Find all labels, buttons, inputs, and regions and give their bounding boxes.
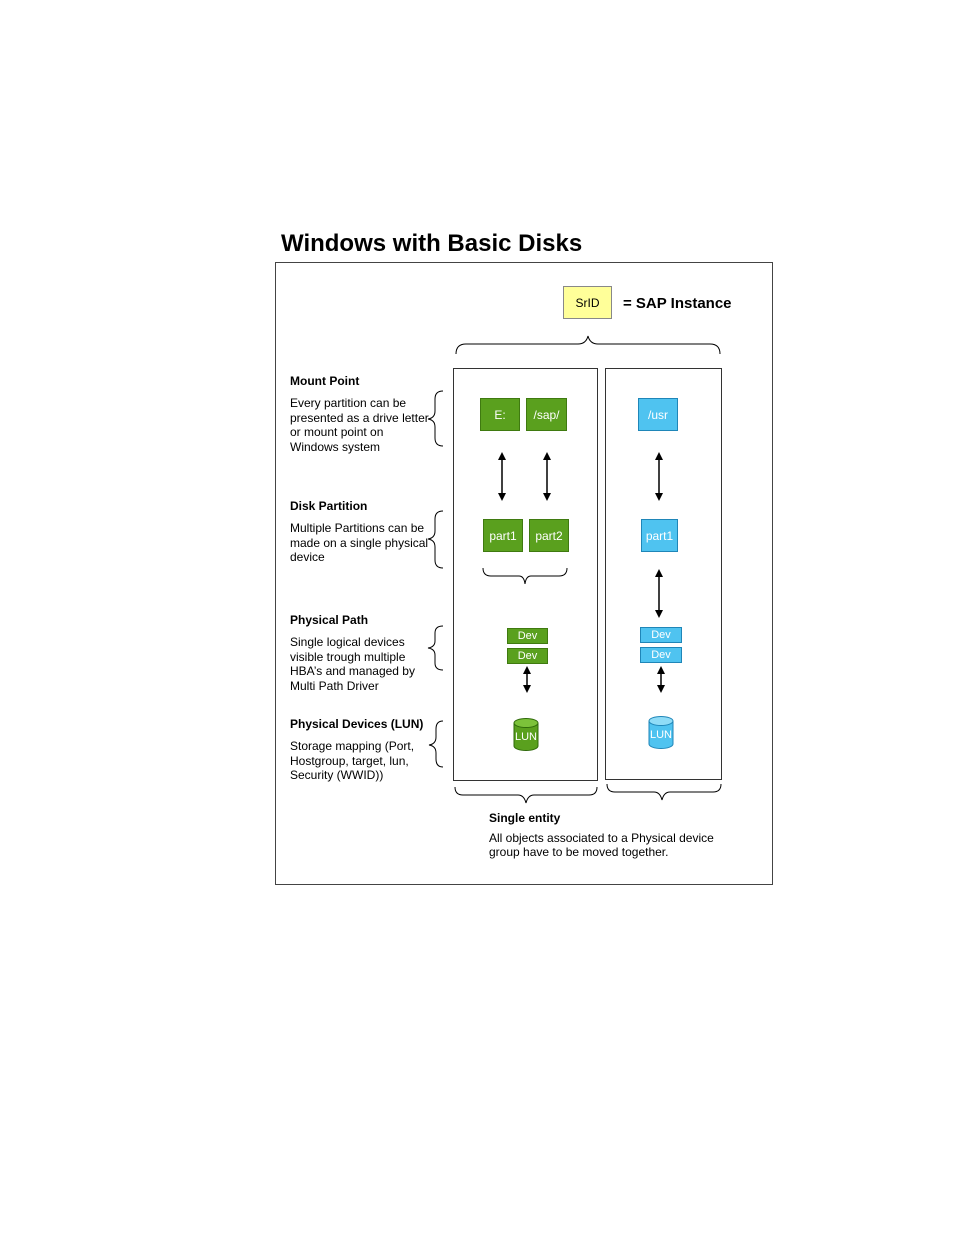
section-desc-disk-partition: Multiple Partitions can be made on a single physical device [290, 521, 429, 565]
section-desc-physical-path: Single logical devices visible trough multiple HBA’s and managed by Multi Path Driver [290, 635, 415, 693]
top-brace [456, 336, 720, 354]
dev-path-box: Dev [640, 627, 682, 643]
section-heading-physical-path: Physical Path [290, 613, 369, 627]
partition-box: part1 [641, 519, 678, 552]
section-heading-mount-point: Mount Point [290, 374, 360, 388]
partition-brace [483, 568, 567, 584]
partition-box: part2 [529, 519, 569, 552]
section-brace-mount-point [428, 391, 443, 446]
section-desc-mount-point: Every partition can be presented as a drive letter or mount point on Windows system [290, 396, 429, 454]
mount-point-box: E: [480, 398, 520, 431]
dev-path-box: Dev [640, 647, 682, 663]
section-brace-physical-devices [429, 721, 443, 767]
section-desc-physical-devices: Storage mapping (Port, Hostgroup, target, lun, Security (WWID)) [290, 739, 415, 783]
section-heading-physical-devices: Physical Devices (LUN) [290, 717, 424, 731]
lun-label: LUN [514, 731, 538, 743]
dev-path-box: Dev [507, 648, 548, 664]
lun-cylinder-icon [649, 717, 673, 749]
section-heading-disk-partition: Disk Partition [290, 499, 368, 513]
legend-swatch: SrID [563, 286, 612, 319]
lun-cylinder-icon [514, 719, 538, 751]
mount-point-box: /sap/ [526, 398, 567, 431]
section-brace-physical-path [428, 626, 443, 670]
dev-path-box: Dev [507, 628, 548, 644]
legend-label: = SAP Instance [623, 295, 732, 312]
diagram-title: Windows with Basic Disks [281, 230, 583, 257]
note-text: All objects associated to a Physical device group have to be moved together. [489, 831, 714, 859]
section-brace-disk-partition [428, 511, 443, 568]
note-heading: Single entity [489, 811, 561, 825]
mount-point-box: /usr [638, 398, 678, 431]
lun-label: LUN [649, 729, 673, 741]
bottom-brace-column-1 [455, 787, 597, 803]
bottom-brace-column-2 [607, 784, 721, 800]
partition-box: part1 [483, 519, 523, 552]
